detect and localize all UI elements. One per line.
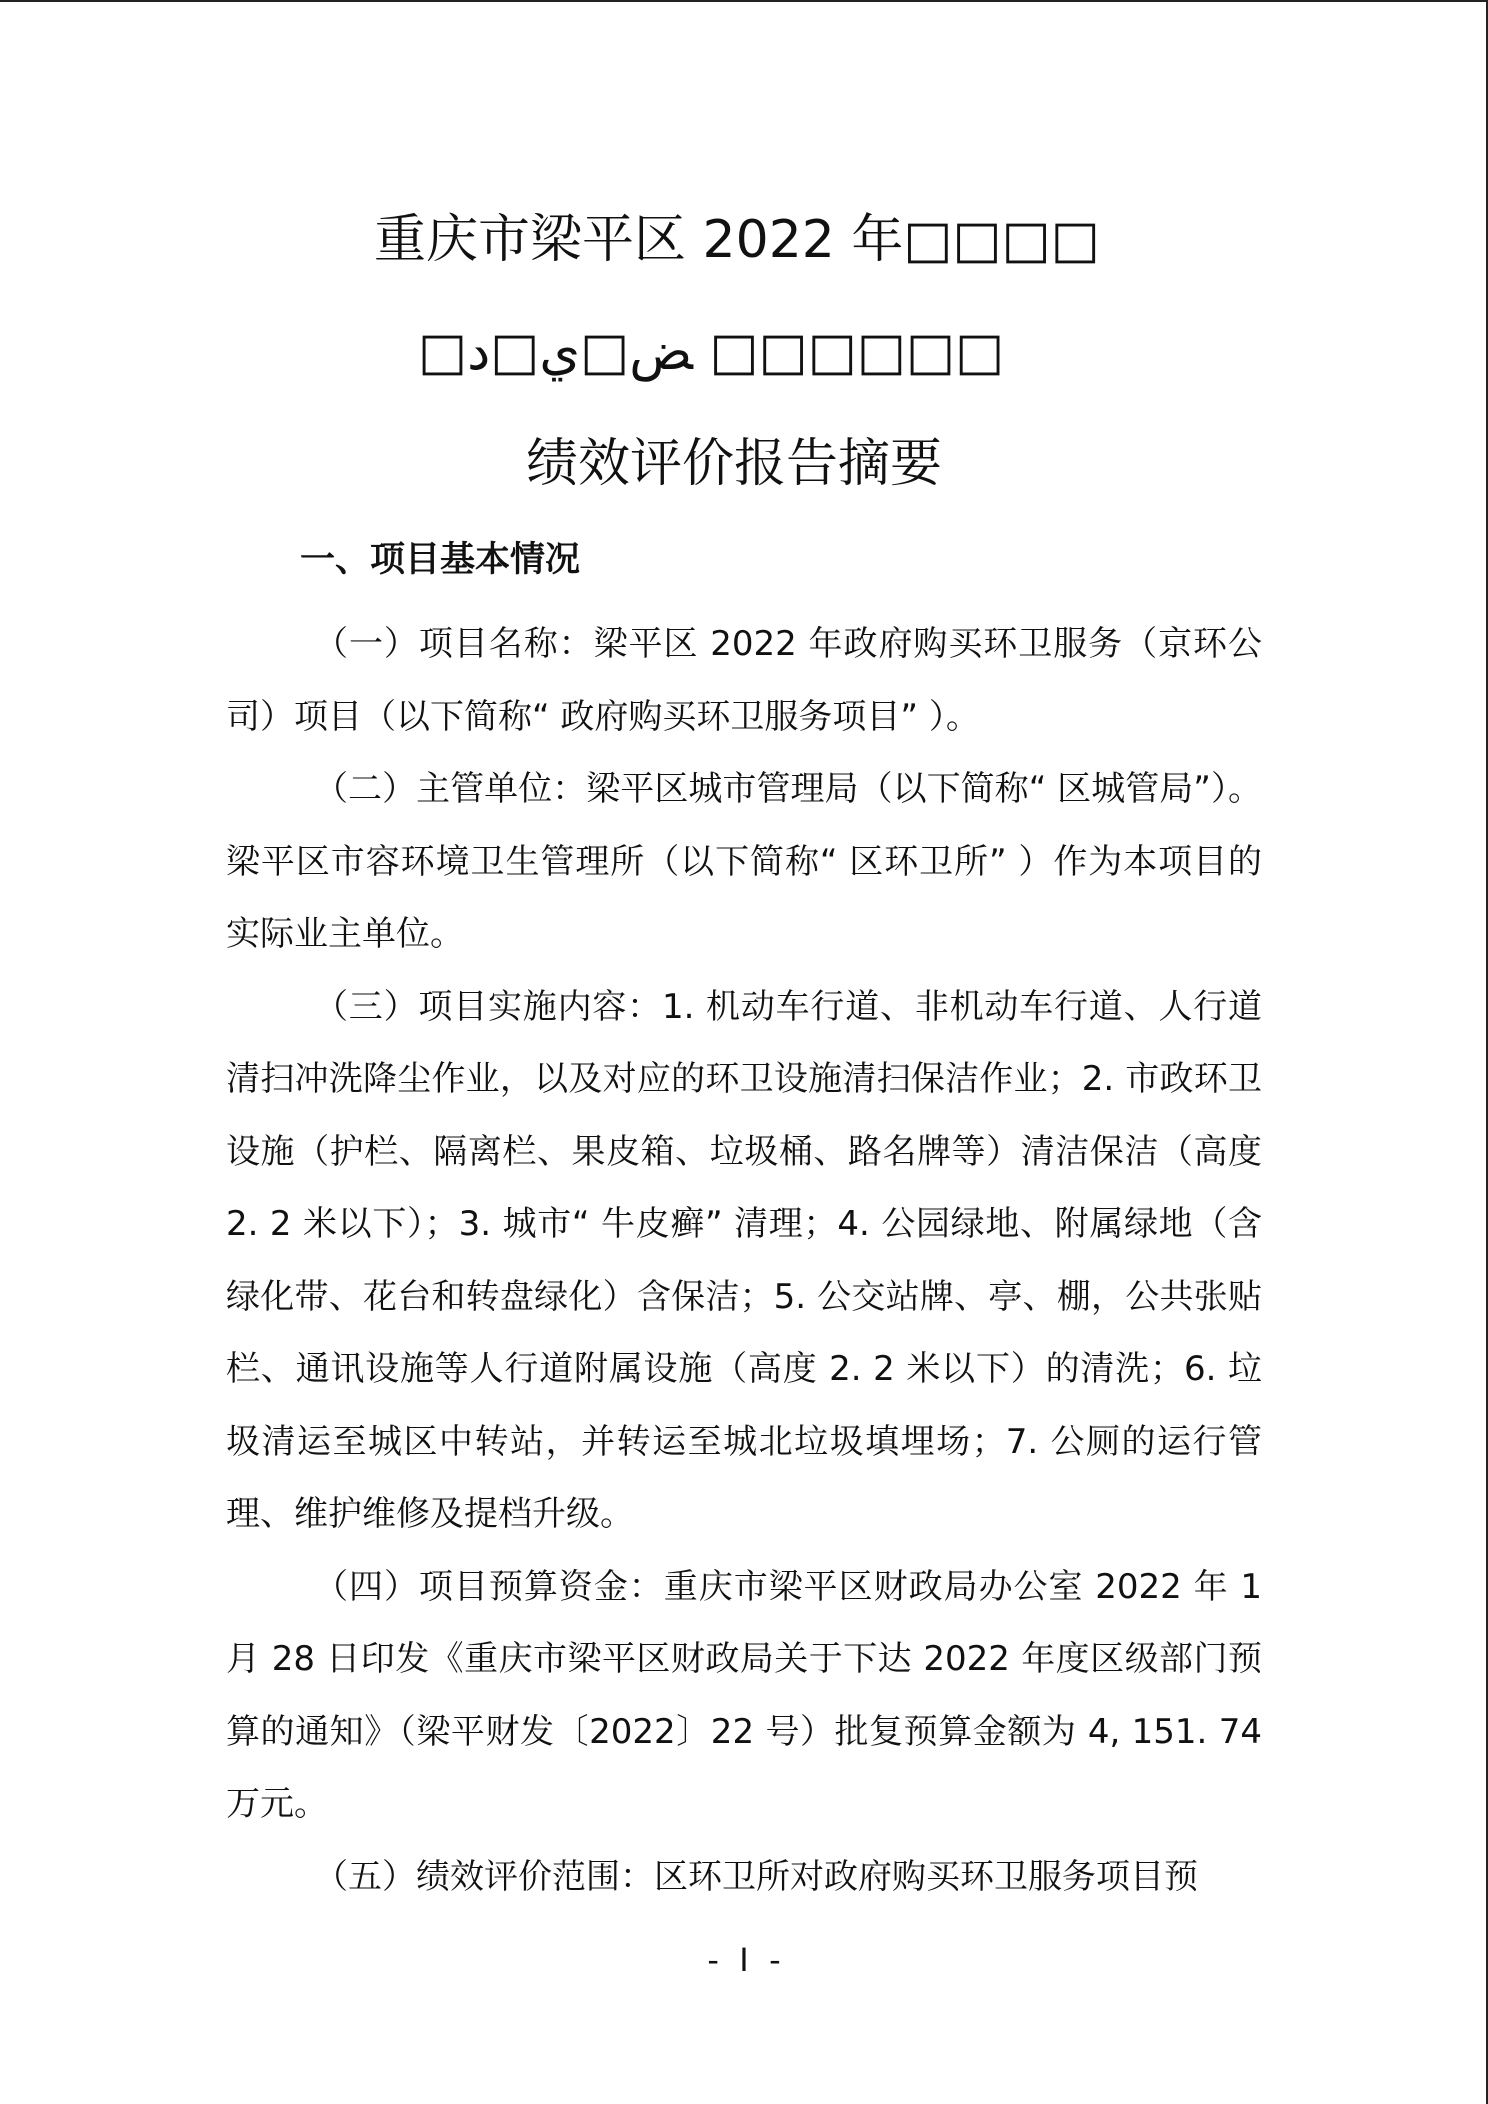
title-line-3: 绩效评价报告摘要 xyxy=(526,434,943,494)
paragraph-budget-funds: （四）项目预算资金：重庆市梁平区财政局办公室 2022 年 1 月 28 日印发《重庆市梁平区财政局关于下达 2022 年度区级部门预算的通知》（梁平财发〔2022〕22 号）批复预算金额为 4, 151. 74 万元。 xyxy=(226,1566,1262,1824)
title-line-2: □ﺾ□ﻱ□د □□□□□□ xyxy=(418,322,1005,382)
paragraph-implementation-content: （三）项目实施内容：1. 机动车行道、非机动车行道、人行道清扫冲洗降尘作业，以及对应的环卫设施清扫保洁作业；2. 市政环卫设施（护栏、隔离栏、果皮箱、垃圾桶、路名牌等）清洁保洁（高度 2. 2 米以下）；3. 城市“ 牛皮癣” 清理；4. 公园绿地、附属绿地（含绿化带、花台和转盘绿化）含保洁；5. 公交站牌、亭、棚，公共张贴栏、通讯设施等人行道附属设施（高度 2. 2 米以下）的清洗；6. 垃圾清运至城区中转站，并转运至城北垃圾填埋场；7. 公厕的运行管理、维护维修及提档升级。 xyxy=(226,986,1262,1534)
title-line-1: 重庆市梁平区 2022 年□□□□ xyxy=(374,210,1100,270)
paragraph-competent-unit: （二）主管单位：梁平区城市管理局（以下简称“ 区城管局”）。梁平区市容环境卫生管理所（以下简称“ 区环卫所” ）作为本项目的实际业主单位。 xyxy=(226,769,1262,954)
paragraph-evaluation-scope: （五）绩效评价范围：区环卫所对政府购买环卫服务项目预 xyxy=(314,1856,1198,1897)
report-body xyxy=(226,608,1262,1913)
page-number: - I - xyxy=(707,1941,781,1979)
paragraph-project-name: （一）项目名称：梁平区 2022 年政府购买环卫服务（京环公司）项目（以下简称“ 政府购买环卫服务项目” ）。 xyxy=(226,624,1262,737)
section-heading: 一、项目基本情况 xyxy=(300,540,581,580)
